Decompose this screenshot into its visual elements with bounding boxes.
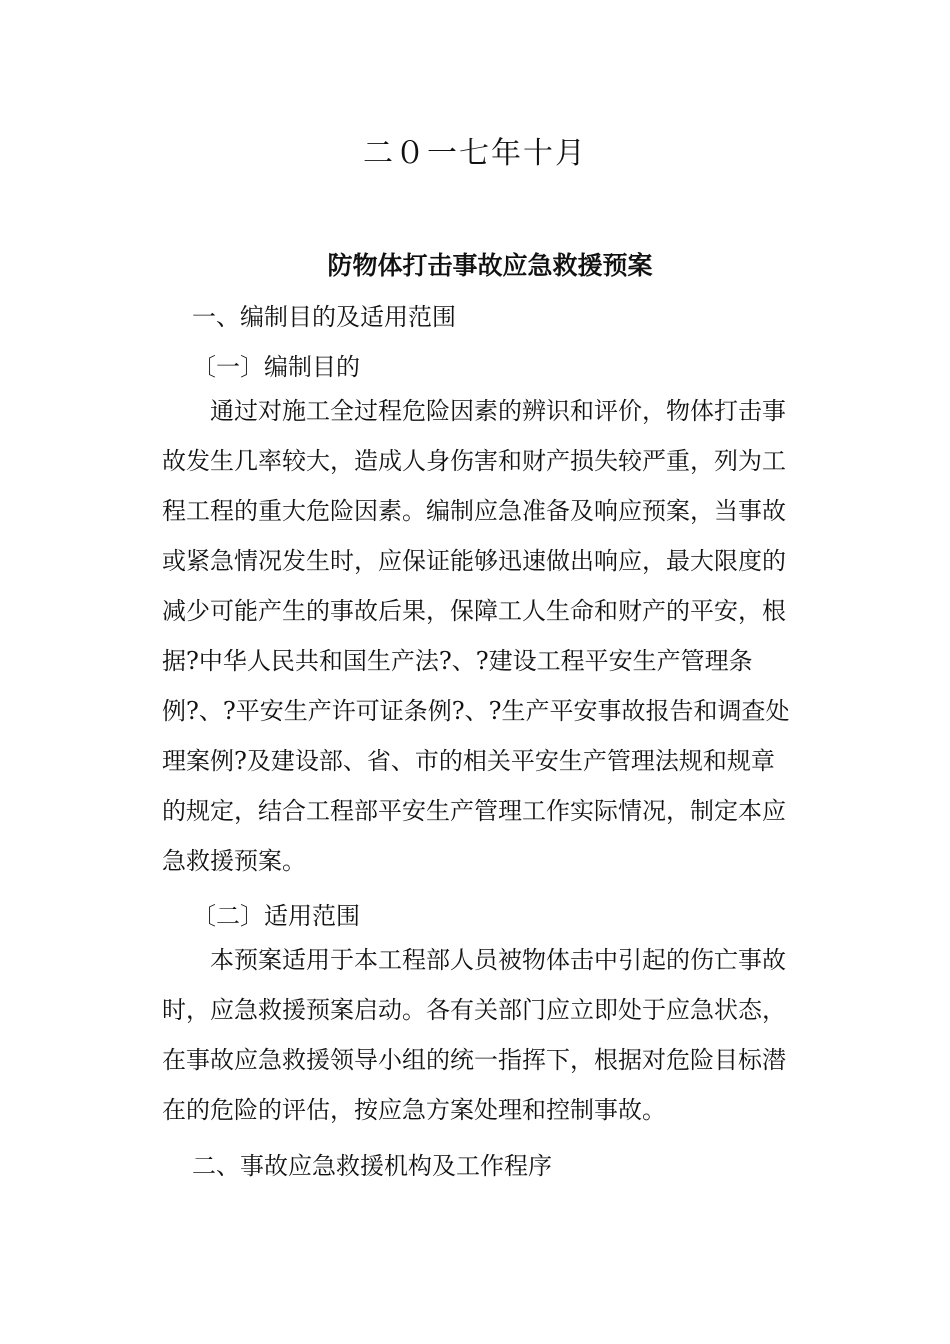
scope-paragraph: 本预案适用于本工程部人员被物体击中引起的伤亡事故时，应急救援预案启动。各有关部门应立即处于应急状态，在事故应急救援领导小组的统一指挥下，根据对危险目标潜在的危险的评估，按应急方案处理和控制事故。 <box>162 946 786 1124</box>
document-date: 二０一七年十月 <box>363 136 587 171</box>
purpose-paragraph: 通过对施工全过程危险因素的辨识和评价，物体打击事故发生几率较大，造成人身伤害和财产损失较严重，列为工程工程的重大危险因素。编制应急准备及响应预案，当事故或紧急情况发生时，应保证能够迅速做出响应，最大限度的减少可能产生的事故后果，保障工人生命和财产的平安，根据?中华人民共和国生产法?、?建设工程平安生产管理条例?、?平安生产许可证条例?、?生产平安事故报告和调查处理案例?及建设部、省、市的相关平安生产管理法规和规章的规定，结合工程部平安生产管理工作实际情况，制定本应急救援预案。 <box>162 397 790 875</box>
section-1-heading: 一、编制目的及适用范围 <box>192 303 456 331</box>
section-2-heading: 二、事故应急救援机构及工作程序 <box>192 1152 552 1180</box>
subsection-1-heading: 〔一〕编制目的 <box>192 353 360 381</box>
subsection-2-heading: 〔二〕适用范围 <box>192 902 360 930</box>
document-title: 防物体打击事故应急救援预案 <box>327 251 653 280</box>
